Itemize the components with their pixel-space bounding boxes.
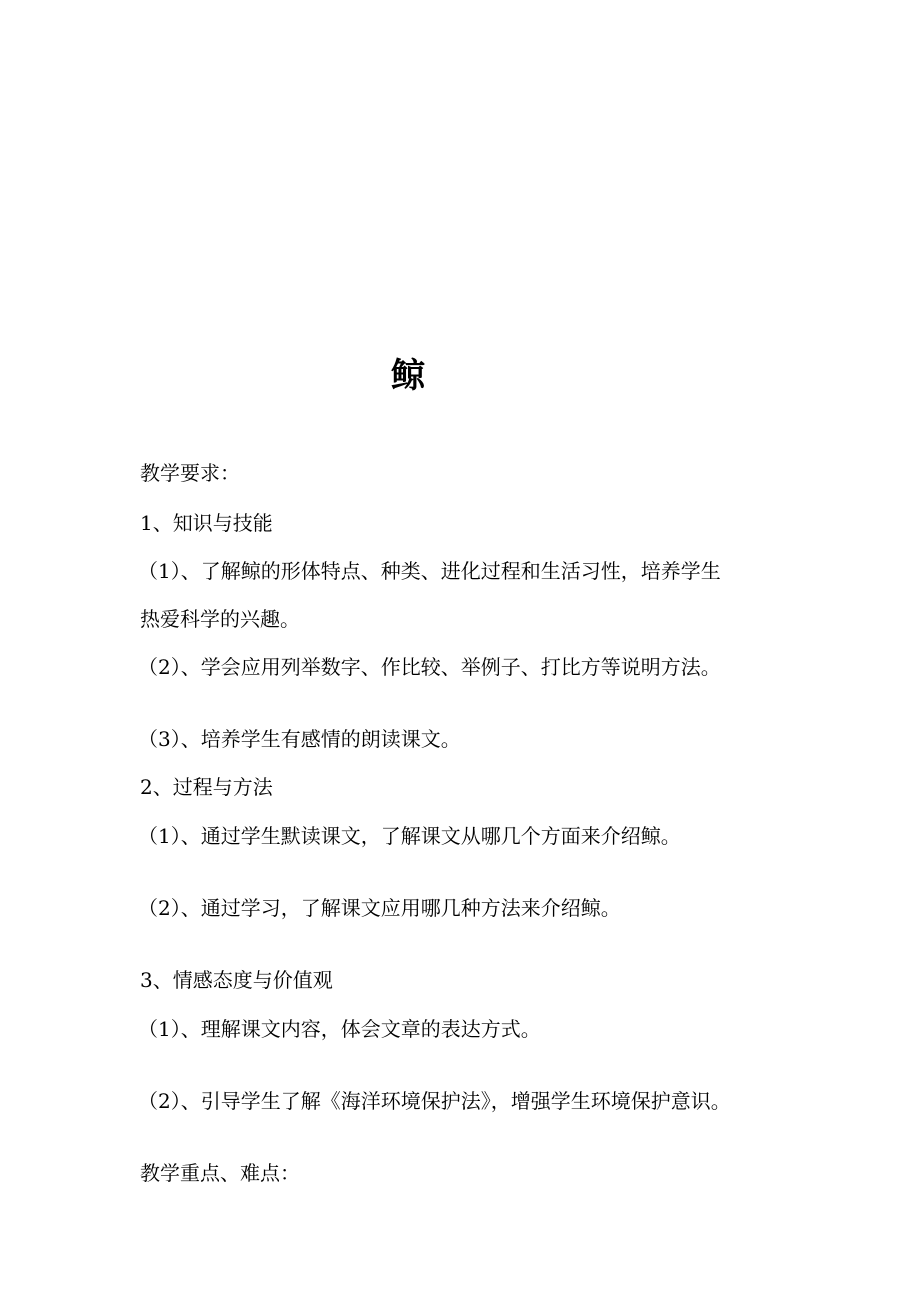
paragraph-line: （2）、学会应用列举数字、作比较、举例子、打比方等说明方法。 <box>138 655 721 679</box>
section-heading-key-points: 教学重点、难点： <box>140 1161 300 1185</box>
paragraph-line: （3）、培养学生有感情的朗读课文。 <box>138 727 461 751</box>
subheading-process-methods: 2、过程与方法 <box>140 775 273 799</box>
paragraph-line: （1）、通过学生默读课文，了解课文从哪几个方面来介绍鲸。 <box>138 824 681 848</box>
paragraph-line: 热爱科学的兴趣。 <box>140 607 300 631</box>
section-heading-teaching-requirements: 教学要求： <box>140 461 240 485</box>
paragraph-line: （1）、理解课文内容，体会文章的表达方式。 <box>138 1017 541 1041</box>
subheading-knowledge-skills: 1、知识与技能 <box>140 511 273 535</box>
paragraph-line: （2）、通过学习，了解课文应用哪几种方法来介绍鲸。 <box>138 896 621 920</box>
document-title: 鲸 <box>391 356 425 396</box>
paragraph-line: （1）、了解鲸的形体特点、种类、进化过程和生活习性，培养学生 <box>138 559 721 583</box>
paragraph-line: （2）、引导学生了解《海洋环境保护法》，增强学生环境保护意识。 <box>138 1089 731 1113</box>
subheading-emotions-values: 3、情感态度与价值观 <box>140 968 333 992</box>
